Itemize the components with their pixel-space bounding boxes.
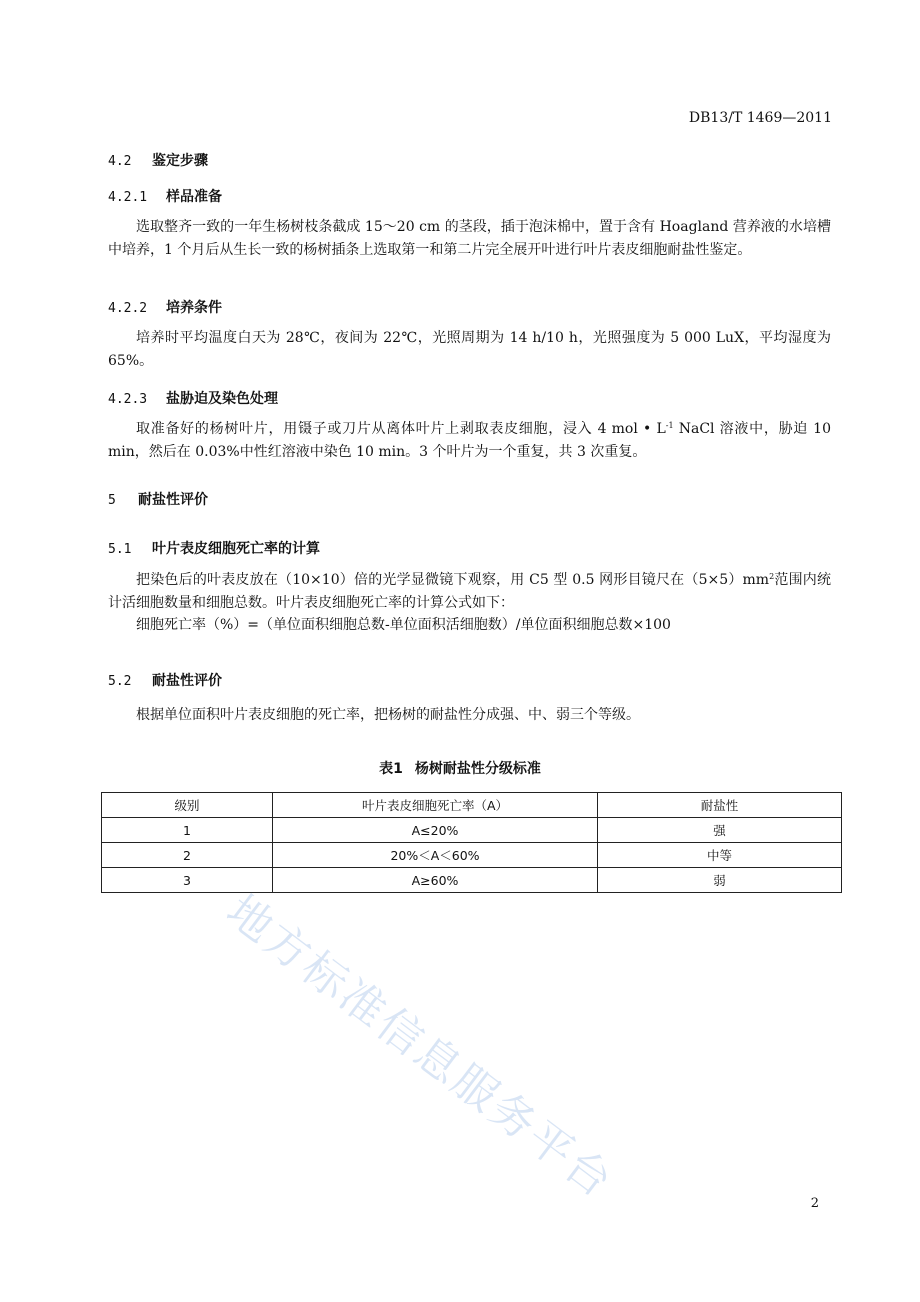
watermark: 地方标准信息服务平台 xyxy=(216,885,623,1209)
section-title: 盐胁迫及染色处理 xyxy=(166,391,278,407)
table-cell: 3 xyxy=(102,868,273,893)
page-number: 2 xyxy=(810,1196,819,1211)
table-cell: 2 xyxy=(102,843,273,868)
table-header-cell: 耐盐性 xyxy=(598,793,842,818)
document-code: DB13/T 1469—2011 xyxy=(688,110,832,126)
paragraph-text: 把染色后的叶表皮放在（10×10）倍的光学显微镜下观察，用 C5 型 0.5 网形目镜尺在（5×5）mm xyxy=(136,572,770,588)
section-number: 4.2.3 xyxy=(108,392,148,407)
section-title: 叶片表皮细胞死亡率的计算 xyxy=(152,541,320,557)
table-cell: 中等 xyxy=(598,843,842,868)
table-row xyxy=(102,818,842,843)
paragraph-text: 范围内统计活细胞数量和细胞总数。叶片表皮细胞死亡率的计算公式如下： xyxy=(108,572,832,611)
table-header-cell: 叶片表皮细胞死亡率（A） xyxy=(273,793,598,818)
section-5-2-heading xyxy=(108,670,222,690)
table-cell: 弱 xyxy=(598,868,842,893)
section-number: 4.2.2 xyxy=(108,301,148,316)
section-title: 耐盐性评价 xyxy=(152,673,222,689)
table-cell: A≤20% xyxy=(273,818,598,843)
section-4-2-1-paragraph: 选取整齐一致的一年生杨树枝条截成 15～20 cm 的茎段，插于泡沫棉中，置于含有 Hoagland 营养液的水培槽中培养，1 个月后从生长一致的杨树插条上选取第一和第二片完全展开叶进行叶片表皮细胞耐盐性鉴定。 xyxy=(108,219,831,258)
table-caption-label: 表1 xyxy=(379,761,403,777)
table-row xyxy=(102,843,842,868)
section-4-2-2-heading xyxy=(108,297,222,317)
table-header-cell: 级别 xyxy=(102,793,273,818)
table-cell: 1 xyxy=(102,818,273,843)
section-number: 5 xyxy=(108,493,116,508)
section-title: 样品准备 xyxy=(166,189,222,205)
section-title: 培养条件 xyxy=(166,300,222,316)
section-number: 4.2 xyxy=(108,154,132,169)
paragraph-text: NaCl 溶液中，胁迫 10 min，然后在 0.03%中性红溶液中染色 10 min。3 个叶片为一个重复，共 3 次重复。 xyxy=(108,421,832,460)
table-cell: 强 xyxy=(598,818,842,843)
section-number: 5.2 xyxy=(108,674,132,689)
table-caption xyxy=(0,758,920,778)
death-rate-formula: 细胞死亡率（%）=（单位面积细胞总数-单位面积活细胞数）/单位面积细胞总数×100 xyxy=(136,617,671,633)
table-cell: 20%＜A＜60% xyxy=(273,843,598,868)
superscript: -1 xyxy=(665,421,674,430)
section-4-2-2-paragraph: 培养时平均温度白天为 28℃，夜间为 22℃，光照周期为 14 h/10 h，光照强度为 5 000 LuX，平均湿度为 65%。 xyxy=(108,330,831,369)
section-number: 5.1 xyxy=(108,542,132,557)
section-4-2-3-heading xyxy=(108,388,278,408)
section-4-2-heading xyxy=(108,150,208,170)
table-header-row xyxy=(102,793,842,818)
section-title: 鉴定步骤 xyxy=(152,153,208,169)
salt-tolerance-grading-table xyxy=(101,792,842,893)
section-5-heading xyxy=(108,489,208,509)
section-number: 4.2.1 xyxy=(108,190,148,205)
section-title: 耐盐性评价 xyxy=(138,492,208,508)
superscript: 2 xyxy=(769,572,775,581)
paragraph-text: 取准备好的杨树叶片，用镊子或刀片从离体叶片上剥取表皮细胞，浸入 4 mol • L xyxy=(136,421,666,437)
section-5-1-heading xyxy=(108,538,320,558)
section-5-1-paragraph xyxy=(108,569,831,614)
section-4-2-1-heading xyxy=(108,186,222,206)
section-5-2-paragraph: 根据单位面积叶片表皮细胞的死亡率，把杨树的耐盐性分成强、中、弱三个等级。 xyxy=(136,707,640,723)
section-4-2-3-paragraph xyxy=(108,418,831,463)
table-cell: A≥60% xyxy=(273,868,598,893)
table-row xyxy=(102,868,842,893)
table-caption-title: 杨树耐盐性分级标准 xyxy=(414,761,541,777)
